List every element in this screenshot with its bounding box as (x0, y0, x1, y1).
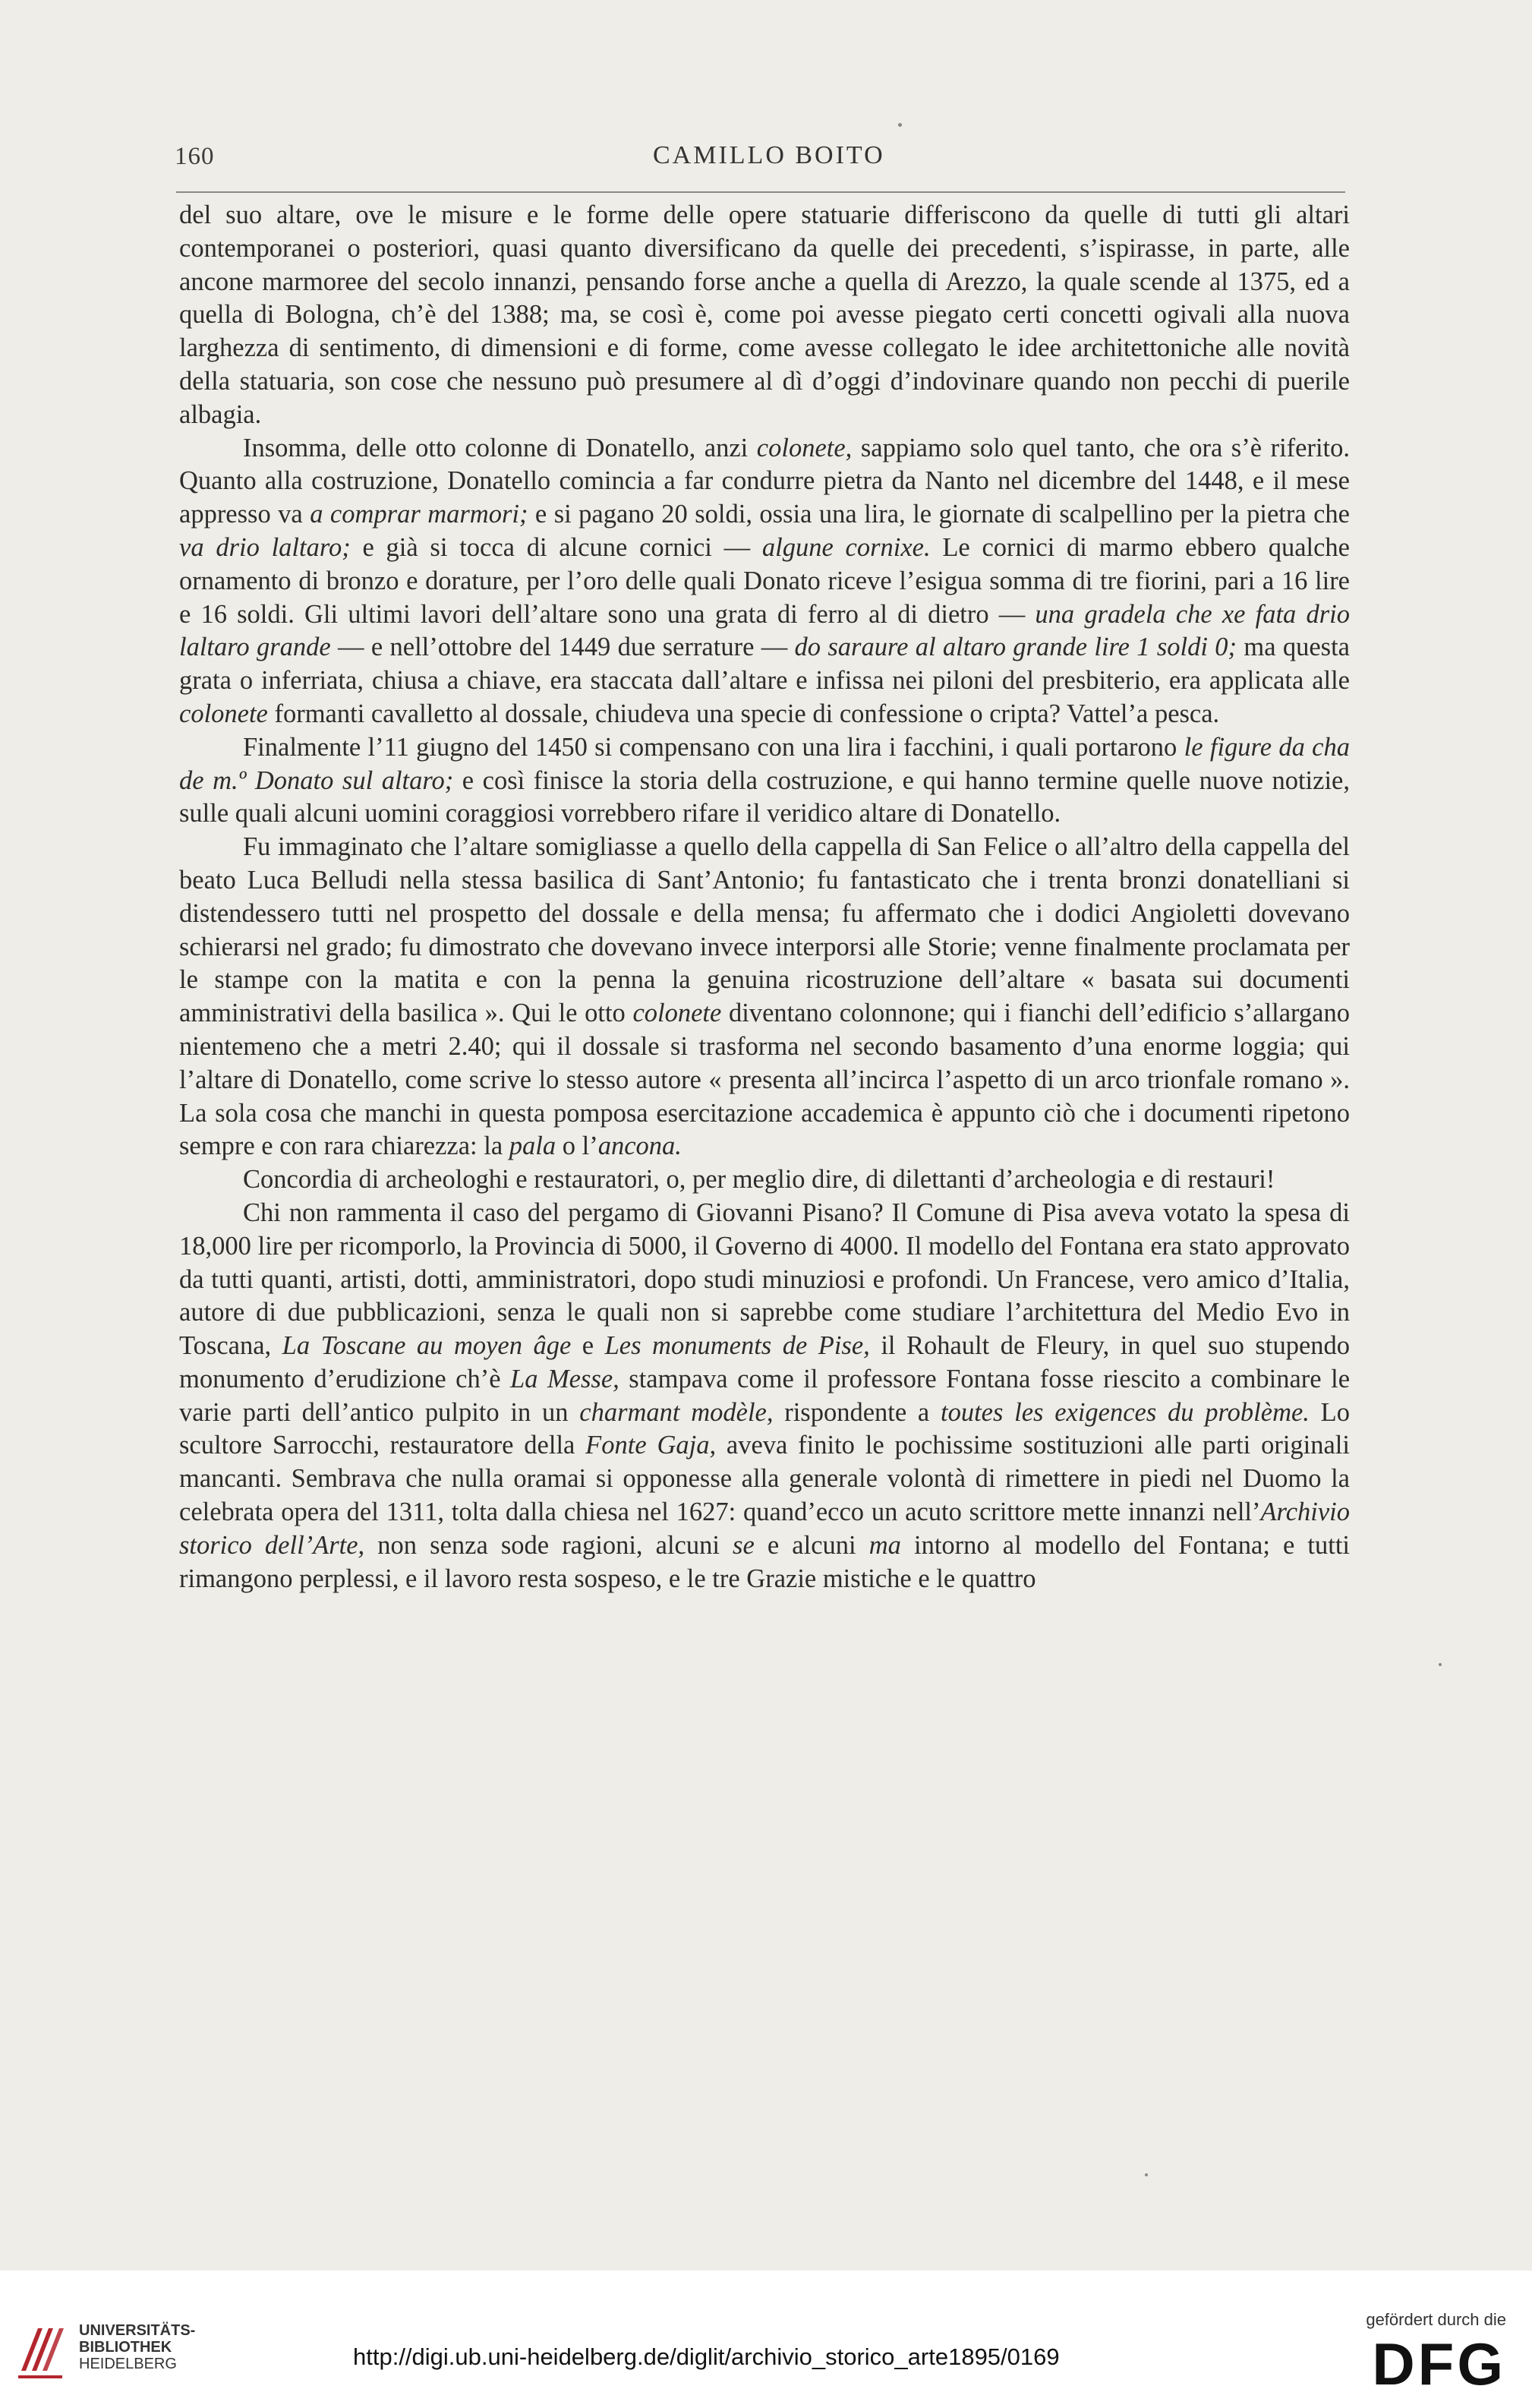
italic-run: Fonte Gaja, (585, 1431, 717, 1460)
text-run: e (571, 1331, 605, 1361)
library-name (79, 2322, 195, 2372)
italic-run: a comprar marmori; (310, 500, 528, 529)
text-run: diventano colonnone; qui i fianchi dell’edificio s’allargano nientemeno che a metri 2.40; qui il dossale si trasforma nel secondo basamento d’una enorme loggia; qui l’altare di Donatello, come scrive lo stesso autore « presenta all’incirca l’aspetto di un arco trionfale romano ». La sola cosa che manchi in questa pomposa esercitazione accademica è appunto ciò che i documenti ripetono sempre e con rara chiarezza: la (179, 999, 1350, 1161)
italic-run: se (733, 1530, 755, 1560)
italic-run: algune cornixe. (761, 532, 931, 562)
running-head (175, 137, 1359, 182)
italic-run: La Messe, (510, 1364, 619, 1393)
italic-run: toutes les exigences du problème. (941, 1397, 1310, 1427)
library-name-line2: BIBLIOTHEK (79, 2339, 172, 2356)
text-run: Chi non rammenta il caso del pergamo di Giovanni Pisano? Il Comune di Pisa aveva votato la spesa di 18,000 lire per ricomporlo, la Provincia di 5000, il Governo di 4000. Il modello del Fontana era stato approvato da tutti quanti, artisti, dotti, amministratori, dopo studi minuziosi e profondi. Un Francese, vero amico d’Italia, autore di due pubblicazioni, senza le quali non si saprebbe come studiare l’architettura del Medio Evo in Toscana, (179, 1198, 1350, 1361)
text-run: formanti cavalletto al dossale, chiudeva una specie di confessione o cripta? Vattel’a pesca. (267, 699, 1220, 728)
text-run: del suo altare, ove le misure e le forme delle opere statuarie differiscono da quelle di tutti gli altari contemporanei o posteriori, quasi quanto diversificano da quelle dei precedenti, s’ispirasse, in parte, alle ancone marmoree del secolo innanzi, pensando forse anche a quella di Arezzo, la quale scende al 1375, ed a quella di Bologna, ch’è del 1388; ma, se così è, come poi avesse piegato certi concetti ogivali alla nuova larghezza di sentimento, di dimensioni e di forme, come avesse collegato le idee architettoniche alle novità della statuaria, son cose che nessuno può presumere al dì d’oggi d’indovinare quando non pecchi di puerile albagia. (179, 200, 1350, 429)
text-run: e si pagano 20 soldi, ossia una lira, le giornate di scalpellino per la pietra che (528, 500, 1350, 529)
text-run: Insomma, delle otto colonne di Donatello, anzi (243, 433, 757, 462)
italic-run: La Toscane au moyen âge (282, 1331, 572, 1361)
page-number: 160 (175, 143, 215, 170)
funder-block (1366, 2310, 1506, 2397)
italic-run: pala (509, 1131, 556, 1161)
italic-run: colonete (179, 699, 268, 728)
text-run: Le cornici di marmo ebbero qualche ornamento di bronzo e dorature, per l’oro delle quali Donato riceve l’esigua somma di tre fiorini, pari a 16 lire e 16 soldi. Gli ultimi lavori dell’altare sono una grata di ferro al di dietro — (179, 532, 1350, 629)
text-run: Concordia di archeologhi e restauratori, o, per meglio dire, di dilettanti d’archeologia e di restauri! (243, 1165, 1275, 1195)
italic-run: le figure da cha de m.º Donato sul altaro; (179, 732, 1350, 795)
italic-run: ma (868, 1530, 901, 1560)
text-run: stampava come il professore Fontana fosse riescito a combinare le varie parti dell’antico pulpito in un (179, 1364, 1351, 1427)
text-run: sappiamo solo quel tanto, che ora s’è riferito. Quanto alla costruzione, Donatello comincia a far condurre pietra da Nanto nel dicembre del 1448, e il mese appresso va (179, 433, 1351, 529)
paragraph (179, 1197, 1350, 1596)
running-head-author: CAMILLO BOITO (653, 141, 885, 169)
paragraph (179, 1163, 1350, 1197)
library-name-line1: UNIVERSITÄTS- (79, 2322, 196, 2339)
university-library-logo-icon (17, 2318, 64, 2381)
italic-run: va drio laltaro; (179, 532, 351, 562)
dust-speck (898, 123, 902, 127)
text-run: e alcuni (754, 1530, 869, 1560)
text-run: non senza sode ragioni, alcuni (364, 1530, 733, 1560)
text-run: Lo scultore Sarrocchi, restauratore della (179, 1397, 1351, 1460)
italic-run: ancona. (597, 1131, 682, 1161)
italic-run: una gradela che xe fata drio laltaro grande (179, 599, 1350, 662)
paragraph (179, 199, 1350, 432)
paragraph (179, 831, 1350, 1163)
funder-label: gefördert durch die (1366, 2310, 1506, 2329)
dfg-logo: DFG (1372, 2331, 1506, 2397)
text-run: — e nell’ottobre del 1449 due serrature — (330, 633, 795, 662)
header-rule (176, 191, 1345, 193)
dust-speck (1439, 1663, 1442, 1666)
italic-run: do saraure al altaro grande lire 1 soldi 0; (794, 633, 1237, 662)
dust-speck (1145, 2173, 1148, 2176)
italic-run: Les monuments de Pise, (604, 1331, 870, 1361)
text-run: rispondente a (773, 1397, 941, 1427)
text-run: aveva finito le pochissime sostituzioni alle parti originali mancanti. Sembrava che nulla oramai si opponesse alla generale volontà di rimettere in piedi nel Duomo la celebrata opera del 1311, tolta dalla chiesa nel 1627: quand’ecco un acuto scrittore mette innanzi nell’ (179, 1431, 1350, 1527)
text-run: il Rohault de Fleury, in quel suo stupendo monumento d’erudizione ch’è (179, 1331, 1351, 1393)
text-run: intorno al modello del Fontana; e tutti rimangono perplessi, e il lavoro resta sospeso, e le tre Grazie mistiche e le quattro (179, 1530, 1351, 1593)
italic-run: Archivio storico dell’Arte, (179, 1498, 1350, 1560)
italic-run: colonete (632, 999, 722, 1028)
text-run: Finalmente l’11 giugno del 1450 si compensano con una lira i facchini, i quali portarono (243, 732, 1184, 762)
text-run: Fu immaginato che l’altare somigliasse a quello della cappella di San Felice o all’altro della cappella del beato Luca Belludi nella stessa basilica di Sant’Antonio; fu fantasticato che i trenta bronzi donatelliani si distendessero tutti nel prospetto del dossale e della mensa; fu affermato che i dodici Angioletti dovevano schierarsi nel grado; fu dimostrato che dovevano invece interporsi alle Storie; venne finalmente proclamata per le stampe con la matita e con la penna la genuina ricostruzione dell’altare « basata sui documenti amministrativi della basilica ». Qui le otto (179, 832, 1350, 1028)
italic-run: colonete, (756, 433, 853, 462)
text-run: ma questa grata o inferriata, chiusa a chiave, era staccata dall’altare e infissa nei piloni del presbiterio, era applicata alle (179, 633, 1350, 696)
text-run: e così finisce la storia della costruzione, e qui hanno termine quelle nuove notizie, sulle quali alcuni uomini coraggiosi vorrebbero rifare il veridico altare di Donatello. (179, 765, 1350, 828)
text-run: e già si tocca di alcune cornici — (350, 532, 762, 562)
italic-run: charmant modèle, (579, 1397, 774, 1427)
viewer-footer (0, 2271, 1532, 2408)
library-name-line3: HEIDELBERG (79, 2356, 177, 2372)
text-run: o l’ (556, 1131, 598, 1161)
paragraph (179, 432, 1350, 731)
paragraph (179, 731, 1350, 831)
permalink-url[interactable]: http://digi.ub.uni-heidelberg.de/diglit/archivio_storico_arte1895/0169 (353, 2343, 1060, 2370)
body-text (179, 199, 1350, 1595)
